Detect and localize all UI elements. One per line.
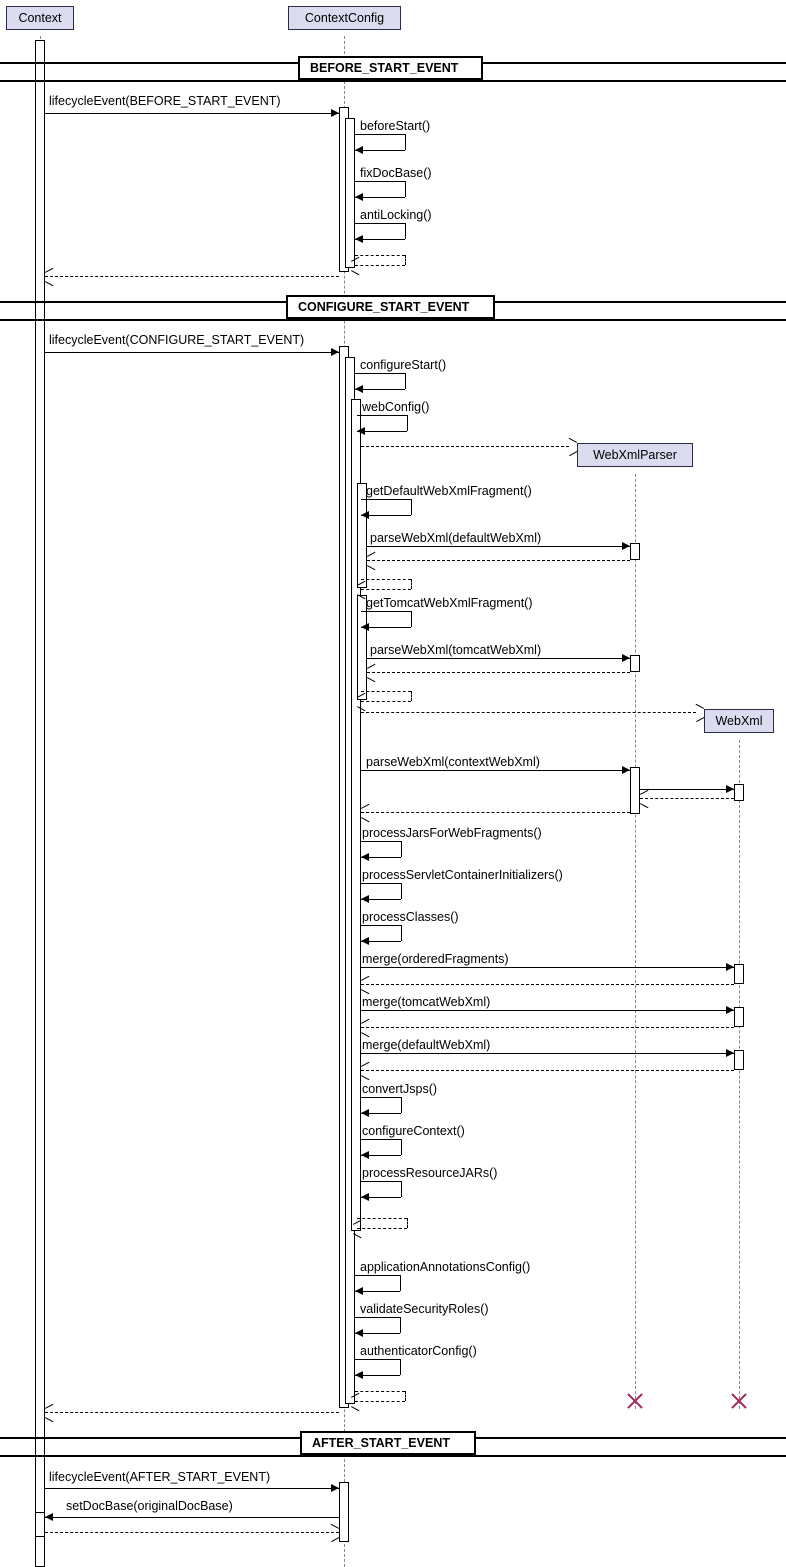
self-right-configurecontext — [401, 1139, 402, 1155]
return-line-parsewebxml-context — [361, 812, 630, 813]
activation-context-setdocbase — [35, 1512, 45, 1537]
self-arrow-processsci — [361, 895, 369, 903]
return-line-merge-tomcatwebxml — [361, 1027, 734, 1028]
return-arrow-setdocbase — [330, 1528, 339, 1537]
activation-contextconfig-before-start-inner — [345, 118, 355, 268]
create-arrow-webxml — [695, 708, 704, 717]
participant-contextconfig[interactable] — [288, 6, 401, 30]
message-arrow-parsewebxml-default — [622, 542, 630, 550]
divider-before-start-event — [298, 56, 483, 80]
return-arrow-merge-defaultwebxml — [361, 1066, 370, 1075]
message-arrow-merge-orderedfragments — [726, 963, 734, 971]
message-arrow-setdocbase — [45, 1513, 53, 1521]
message-arrow-merge-defaultwebxml — [726, 1049, 734, 1057]
self-arrow-antilocking — [355, 235, 363, 243]
self-top-processjars — [361, 841, 401, 842]
self-right-convertjsps — [401, 1097, 402, 1113]
message-label-merge-tomcatwebxml: merge(tomcatWebXml) — [362, 995, 491, 1009]
self-return-arrow-getdefaultfragment — [357, 585, 366, 594]
return-arrow-before-start — [45, 272, 54, 281]
return-arrow-merge-tomcatwebxml — [361, 1023, 370, 1032]
self-top-configurestart — [355, 373, 405, 374]
self-return-arrow-configurestart — [351, 1397, 360, 1406]
return-line-webxml-to-parser — [640, 798, 734, 799]
return-line-setdocbase — [45, 1532, 339, 1533]
message-label-lifecycle-configure-start: lifecycleEvent(CONFIGURE_START_EVENT) — [49, 333, 305, 347]
self-right-getdefaultfragment — [411, 499, 412, 515]
activation-webxmlparser-2 — [630, 655, 640, 672]
self-return-arrow-webconfig — [353, 1224, 362, 1233]
lifeline-webxml — [739, 740, 740, 1409]
self-right-configurestart — [405, 373, 406, 389]
message-label-getdefaultwebxmlfragment: getDefaultWebXmlFragment() — [366, 484, 532, 498]
message-line-parsewebxml-tomcat — [367, 658, 630, 659]
message-line-merge-orderedfragments — [361, 967, 734, 968]
message-arrow-lifecycle-after-start — [331, 1484, 339, 1492]
self-arrow-processclasses — [361, 937, 369, 945]
self-right-processresourcejars — [401, 1181, 402, 1197]
return-line-before-start — [45, 276, 339, 277]
message-label-validatesecurityroles: validateSecurityRoles() — [360, 1302, 489, 1316]
self-arrow-validatesecurityroles — [355, 1329, 363, 1337]
self-return-bottom-beforestart — [355, 265, 405, 266]
self-right-processclasses — [401, 925, 402, 941]
divider-line-configure-start-bottom — [0, 319, 786, 321]
message-label-configurestart: configureStart() — [360, 358, 447, 372]
self-right-authenticatorconfig — [400, 1359, 401, 1375]
self-return-top-getdefaultfragment — [361, 579, 411, 580]
create-line-webxml — [361, 712, 696, 713]
message-label-lifecycle-before-start: lifecycleEvent(BEFORE_START_EVENT) — [49, 94, 281, 108]
self-top-authenticatorconfig — [355, 1359, 400, 1360]
message-label-merge-orderedfragments: merge(orderedFragments) — [362, 952, 509, 966]
message-line-parser-to-webxml — [640, 789, 734, 790]
message-arrow-lifecycle-before-start — [331, 109, 339, 117]
self-arrow-processresourcejars — [361, 1193, 369, 1201]
self-return-bottom-configurestart — [355, 1401, 405, 1402]
message-arrow-merge-tomcatwebxml — [726, 1006, 734, 1014]
message-label-convertjsps: convertJsps() — [362, 1082, 438, 1096]
self-right-processsci — [401, 883, 402, 899]
self-return-bottom-getdefaultfragment — [361, 589, 411, 590]
divider-line-after-start-bottom — [0, 1455, 786, 1457]
message-label-merge-defaultwebxml: merge(defaultWebXml) — [362, 1038, 491, 1052]
message-arrow-parser-to-webxml — [726, 785, 734, 793]
activation-webxml-merge-2 — [734, 1007, 744, 1027]
self-arrow-gettomcatfragment — [361, 623, 369, 631]
destroy-marker-webxmlparser — [625, 1391, 645, 1411]
divider-configure-start-label: CONFIGURE_START_EVENT — [298, 300, 470, 314]
return-arrow-parsewebxml-tomcat — [367, 668, 376, 677]
self-right-beforestart — [405, 134, 406, 150]
divider-before-start-label: BEFORE_START_EVENT — [310, 61, 459, 75]
message-arrow-parsewebxml-context — [622, 766, 630, 774]
self-top-validatesecurityroles — [355, 1317, 400, 1318]
self-right-fixdocbase — [405, 181, 406, 197]
return-line-parsewebxml-default — [367, 560, 630, 561]
self-right-appannotations — [400, 1275, 401, 1291]
message-label-setdocbase: setDocBase(originalDocBase) — [66, 1499, 233, 1513]
return-arrow-merge-orderedfragments — [361, 980, 370, 989]
participant-context-label: Context — [18, 11, 62, 25]
self-top-webconfig — [357, 415, 407, 416]
message-arrow-parsewebxml-tomcat — [622, 654, 630, 662]
participant-webxmlparser[interactable] — [577, 443, 693, 467]
self-right-gettomcatfragment — [411, 611, 412, 627]
self-return-top-webconfig — [357, 1218, 407, 1219]
self-right-antilocking — [405, 223, 406, 239]
self-top-appannotations — [355, 1275, 400, 1276]
return-line-merge-orderedfragments — [361, 984, 734, 985]
message-label-authenticatorconfig: authenticatorConfig() — [360, 1344, 477, 1358]
participant-contextconfig-label: ContextConfig — [304, 11, 385, 25]
self-right-processjars — [401, 841, 402, 857]
message-label-gettomcatwebxmlfragment: getTomcatWebXmlFragment() — [366, 596, 533, 610]
participant-context[interactable] — [6, 6, 74, 30]
divider-after-start-label: AFTER_START_EVENT — [312, 1436, 450, 1450]
self-return-top-beforestart — [355, 255, 405, 256]
self-arrow-webconfig — [357, 427, 365, 435]
activation-contextconfig-after-start — [339, 1482, 349, 1542]
self-return-right-webconfig — [407, 1218, 408, 1228]
message-line-lifecycle-after-start — [45, 1488, 339, 1489]
self-right-validatesecurityroles — [400, 1317, 401, 1333]
return-arrow-parsewebxml-context — [361, 808, 370, 817]
return-arrow-webxml-to-parser — [640, 794, 649, 803]
self-top-antilocking — [355, 223, 405, 224]
create-line-webxmlparser — [361, 446, 569, 447]
message-label-parsewebxml-default: parseWebXml(defaultWebXml) — [370, 531, 542, 545]
message-label-beforestart: beforeStart() — [360, 119, 431, 133]
message-label-processjarsforwebfragments: processJarsForWebFragments() — [362, 826, 542, 840]
activation-context-start — [35, 40, 45, 1567]
self-top-beforestart — [355, 134, 405, 135]
message-line-parsewebxml-context — [361, 770, 630, 771]
create-arrow-webxmlparser — [568, 442, 577, 451]
lifeline-webxmlparser — [635, 474, 636, 1409]
self-return-arrow-beforestart — [351, 261, 360, 270]
self-top-convertjsps — [361, 1097, 401, 1098]
self-right-webconfig — [407, 415, 408, 431]
message-line-setdocbase — [45, 1517, 339, 1518]
self-top-fixdocbase — [355, 181, 405, 182]
self-return-right-configurestart — [405, 1391, 406, 1401]
message-label-applicationannotationsconfig: applicationAnnotationsConfig() — [360, 1260, 531, 1274]
return-line-merge-defaultwebxml — [361, 1070, 734, 1071]
message-label-processservletcontainerinitializers: processServletContainerInitializers() — [362, 868, 563, 882]
return-arrow-configure-start — [45, 1408, 54, 1417]
self-arrow-processjars — [361, 853, 369, 861]
self-top-configurecontext — [361, 1139, 401, 1140]
self-top-processsci — [361, 883, 401, 884]
participant-webxml[interactable] — [704, 709, 774, 733]
self-arrow-beforestart — [355, 146, 363, 154]
return-arrow-parsewebxml-default — [367, 556, 376, 565]
divider-line-before-start-bottom — [0, 80, 786, 82]
message-label-processclasses: processClasses() — [362, 910, 459, 924]
activation-webxml-parse — [734, 784, 744, 801]
self-return-right-gettomcatfragment — [411, 691, 412, 701]
self-top-getdefaultfragment — [361, 499, 411, 500]
self-return-top-configurestart — [355, 1391, 405, 1392]
self-arrow-getdefaultfragment — [361, 511, 369, 519]
self-top-gettomcatfragment — [361, 611, 411, 612]
message-label-processresourcejars: processResourceJARs() — [362, 1166, 498, 1180]
self-arrow-appannotations — [355, 1287, 363, 1295]
self-arrow-authenticatorconfig — [355, 1371, 363, 1379]
self-arrow-fixdocbase — [355, 193, 363, 201]
message-label-configurecontext: configureContext() — [362, 1124, 465, 1138]
message-line-lifecycle-before-start — [45, 113, 339, 114]
return-line-configure-start — [45, 1412, 339, 1413]
self-return-bottom-gettomcatfragment — [361, 701, 411, 702]
message-label-fixdocbase: fixDocBase() — [360, 166, 432, 180]
message-label-parsewebxml-tomcat: parseWebXml(tomcatWebXml) — [370, 643, 542, 657]
message-line-parsewebxml-default — [367, 546, 630, 547]
return-line-parsewebxml-tomcat — [367, 672, 630, 673]
message-line-merge-tomcatwebxml — [361, 1010, 734, 1011]
self-top-processclasses — [361, 925, 401, 926]
divider-configure-start-event — [286, 295, 495, 319]
message-line-merge-defaultwebxml — [361, 1053, 734, 1054]
activation-webxmlparser-3 — [630, 767, 640, 814]
self-top-processresourcejars — [361, 1181, 401, 1182]
message-line-lifecycle-configure-start — [45, 352, 339, 353]
message-arrow-lifecycle-configure-start — [331, 348, 339, 356]
divider-after-start-event — [300, 1431, 476, 1455]
self-return-top-gettomcatfragment — [361, 691, 411, 692]
self-return-bottom-webconfig — [357, 1228, 407, 1229]
activation-webxml-merge-1 — [734, 964, 744, 984]
self-arrow-configurecontext — [361, 1151, 369, 1159]
self-return-right-getdefaultfragment — [411, 579, 412, 589]
message-label-webconfig: webConfig() — [362, 400, 430, 414]
participant-webxmlparser-label: WebXmlParser — [593, 448, 677, 462]
participant-webxml-label: WebXml — [715, 714, 763, 728]
activation-webxml-merge-3 — [734, 1050, 744, 1070]
self-return-right-beforestart — [405, 255, 406, 265]
message-label-lifecycle-after-start: lifecycleEvent(AFTER_START_EVENT) — [49, 1470, 271, 1484]
message-label-parsewebxml-context: parseWebXml(contextWebXml) — [366, 755, 540, 769]
self-arrow-configurestart — [355, 385, 363, 393]
self-arrow-convertjsps — [361, 1109, 369, 1117]
activation-webxmlparser-1 — [630, 543, 640, 560]
message-label-antilocking: antiLocking() — [360, 208, 432, 222]
self-return-arrow-gettomcatfragment — [357, 697, 366, 706]
destroy-marker-webxml — [729, 1391, 749, 1411]
